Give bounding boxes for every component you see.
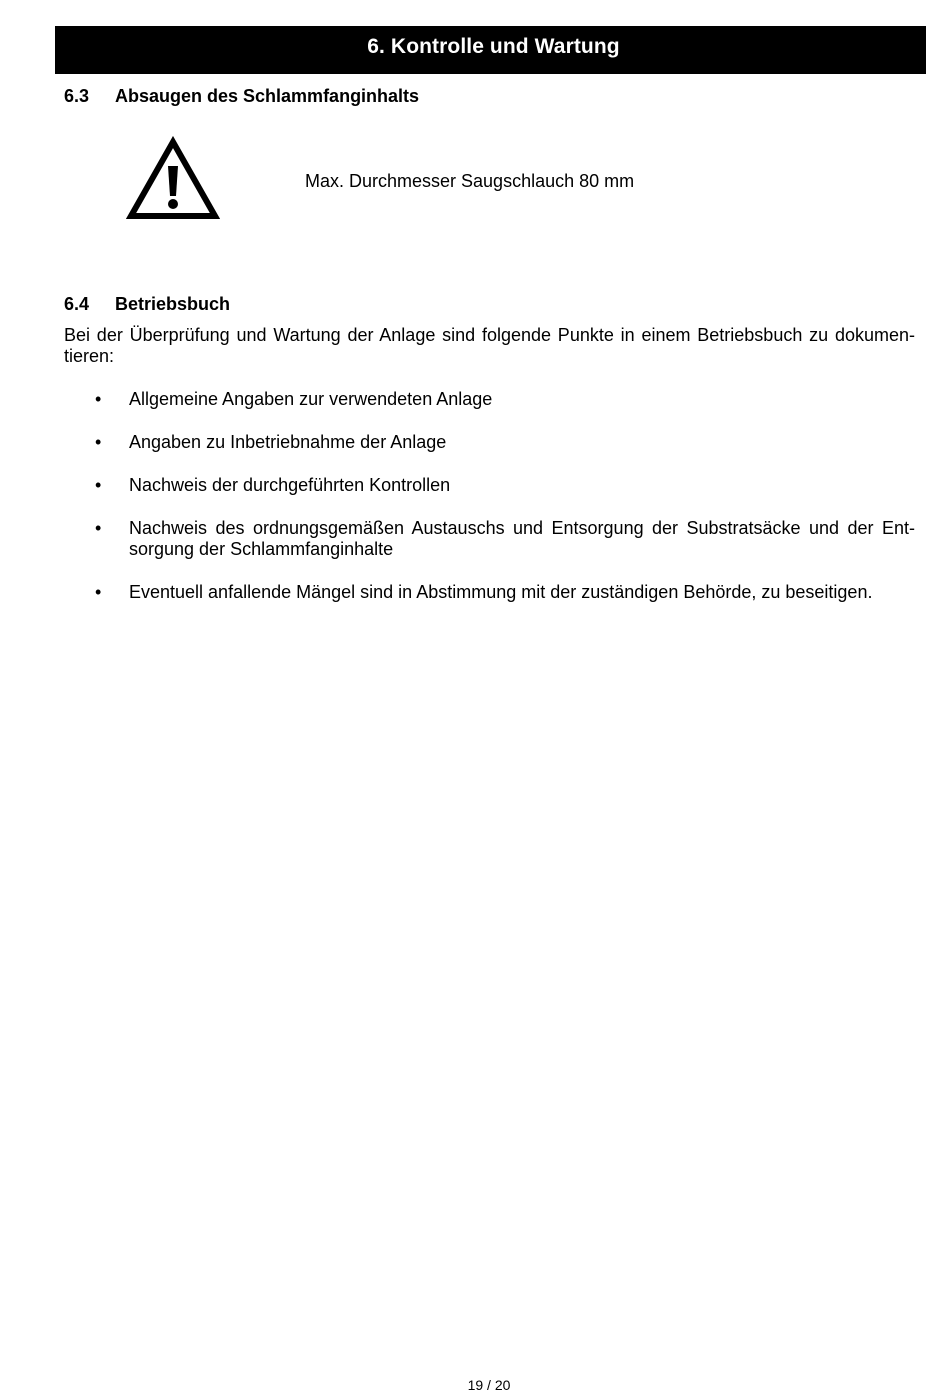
bullet-icon: • [95, 389, 102, 409]
warning-triangle-icon [126, 136, 220, 220]
chapter-title: 6. Kontrolle und Wartung [367, 35, 620, 58]
section-heading-6-4 [64, 294, 230, 315]
bullet-icon: • [95, 475, 102, 495]
list-item-text: Angaben zu Inbetriebnahme der Anlage [129, 432, 447, 452]
intro-line: tieren: [64, 346, 115, 366]
list-item-text: Nachweis der durchgeführten Kontrollen [129, 475, 451, 495]
section-number: 6.3 [64, 86, 90, 106]
list-item-text: Allgemeine Angaben zur verwendeten Anlage [129, 389, 493, 409]
chapter-header-bar [55, 26, 926, 74]
section-title: Absaugen des Schlammfanginhalts [115, 86, 420, 106]
page-number: 19 / 20 [467, 1377, 511, 1393]
section-heading-6-3 [64, 86, 419, 107]
list-item-text: Nachweis des ordnungsgemäßen Austauschs und Entsorgung der Substratsäcke und der Ent- [129, 518, 915, 538]
intro-line: Bei der Überprüfung und Wartung der Anlage sind folgende Punkte in einem Betriebsbuch zu dokumen- [64, 325, 915, 345]
warning-text: Max. Durchmesser Saugschlauch 80 mm [305, 171, 635, 191]
bullet-icon: • [95, 432, 102, 452]
list-item-text: sorgung der Schlammfanginhalte [129, 539, 394, 559]
list-item-text: Eventuell anfallende Mängel sind in Abstimmung mit der zuständigen Behörde, zu beseitigen. [129, 582, 873, 602]
bullet-icon: • [95, 518, 102, 538]
intro-paragraph [64, 325, 915, 367]
section-title: Betriebsbuch [115, 294, 231, 314]
bullet-icon: • [95, 582, 102, 602]
section-number: 6.4 [64, 294, 90, 314]
